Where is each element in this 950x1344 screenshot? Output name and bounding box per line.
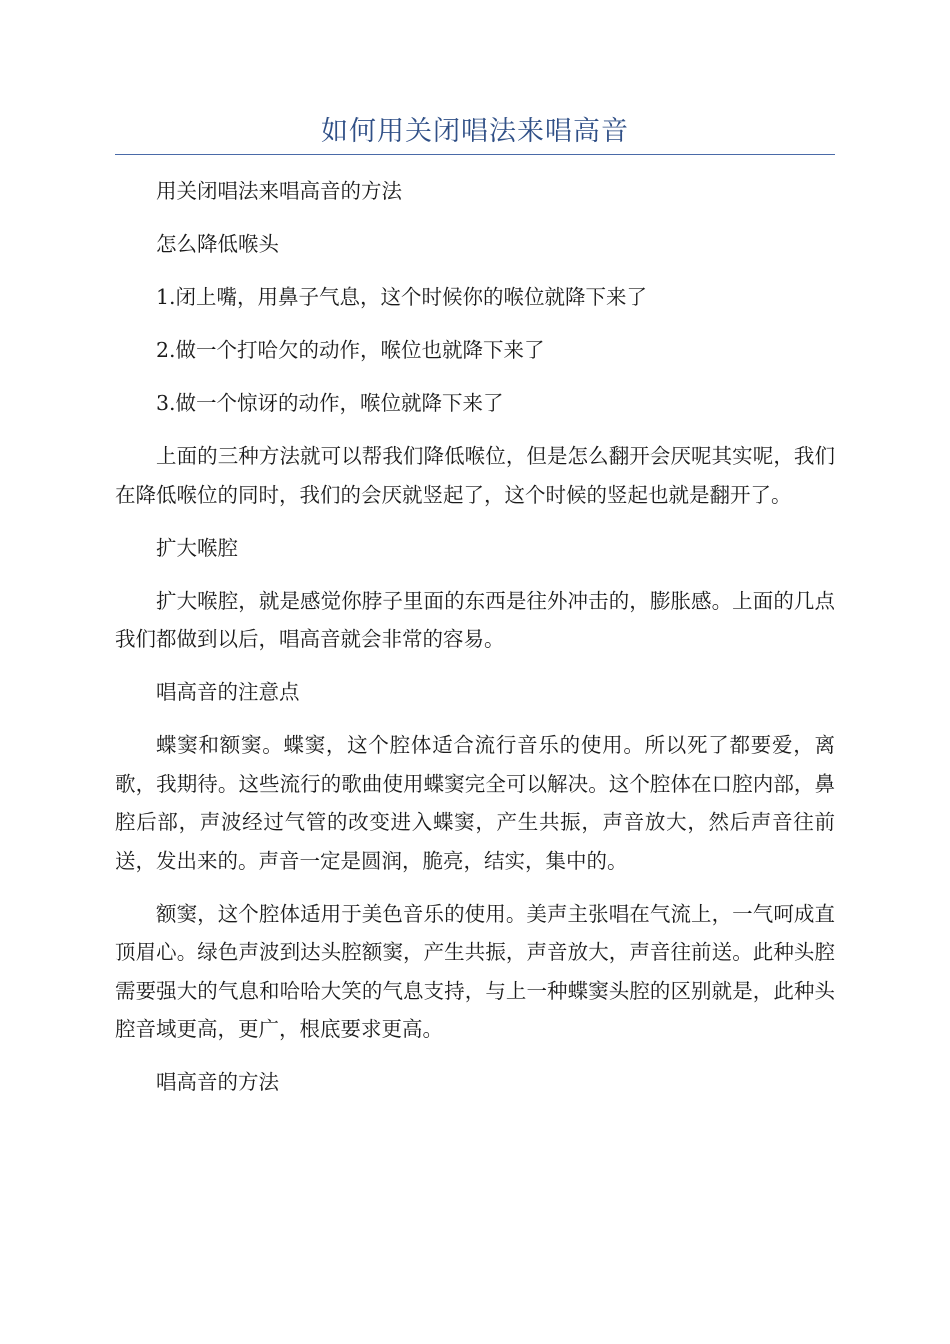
paragraph-heading-expand-throat: 扩大喉腔 xyxy=(156,535,238,560)
paragraph-frontal-sinus: 额窦，这个腔体适用于美色音乐的使用。美声主张唱在气流上，一气呵成直顶眉心。绿色声波到达头腔额窦，产生共振，声音放大，声音往前送。此种头腔需要强大的气息和哈哈大笑的气息支持，与上一种蝶窦头腔的区别就是，此种头腔音域更高，更广，根底要求更高。 xyxy=(115,901,835,1041)
paragraph-expand-throat: 扩大喉腔，就是感觉你脖子里面的东西是往外冲击的，膨胀感。上面的几点我们都做到以后，唱高音就会非常的容易。 xyxy=(115,588,835,651)
title-underline xyxy=(115,154,835,155)
document-title: 如何用关闭唱法来唱高音 xyxy=(321,116,629,147)
paragraph-heading-method: 唱高音的方法 xyxy=(156,1070,279,1094)
paragraph-epiglottis: 上面的三种方法就可以帮我们降低喉位，但是怎么翻开会厌呢其实呢，我们在降低喉位的同时，我们的会厌就竖起了，这个时候的竖起也就是翻开了。 xyxy=(115,444,835,507)
paragraph-step-3: 3.做一个惊讶的动作，喉位就降下来了 xyxy=(156,391,504,415)
paragraph-subtitle: 用关闭唱法来唱高音的方法 xyxy=(156,179,402,203)
paragraph-sphenoid-sinus: 蝶窦和额窦。蝶窦，这个腔体适合流行音乐的使用。所以死了都要爱，离歌，我期待。这些流行的歌曲使用蝶窦完全可以解决。这个腔体在口腔内部，鼻腔后部，声波经过气管的改变进入蝶窦，产生共振，声音放大，然后声音往前送，发出来的。声音一定是圆润，脆亮，结实，集中的。 xyxy=(115,733,835,873)
paragraph-heading-notes: 唱高音的注意点 xyxy=(156,680,300,704)
paragraph-step-2: 2.做一个打哈欠的动作，喉位也就降下来了 xyxy=(156,338,545,362)
paragraph-heading-lower-larynx: 怎么降低喉头 xyxy=(156,232,279,256)
paragraph-step-1: 1.闭上嘴，用鼻子气息，这个时候你的喉位就降下来了 xyxy=(156,285,648,309)
document-body xyxy=(115,172,835,1116)
